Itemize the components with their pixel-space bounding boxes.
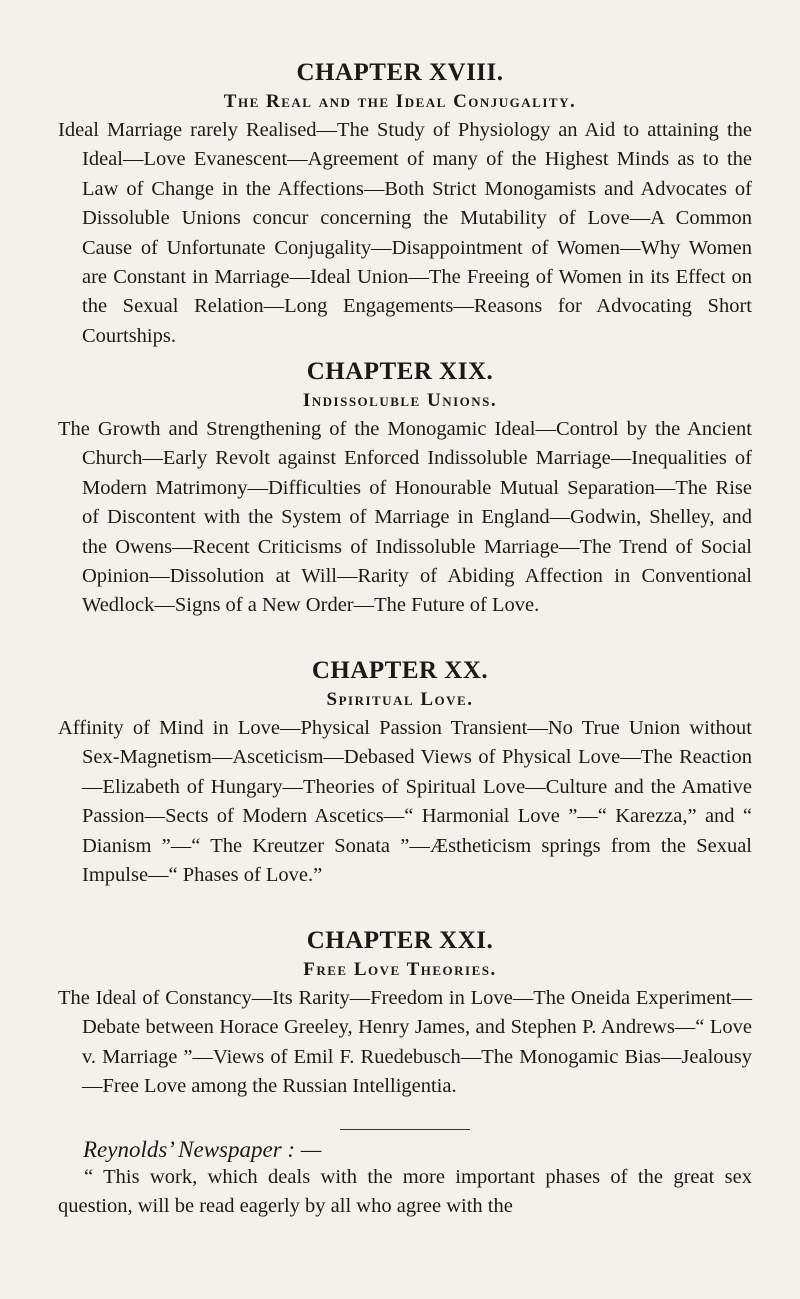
chapter-summary: Ideal Marriage rarely Realised—The Study of Physiology an Aid to attaining the Ideal—Love Evanescent—Agreement of many of the Highest Minds as to the Law of Change in the Affections—Both Strict Monogamists and Advocates of Dissoluble Unions concur concerning the Mutability of Love—A Common Cause of Unfortunate Conjugality—Disappointment of Women—Why Women are Constant in Marriage—Ideal Union—The Freeing of Women in its Effect on the Sexual Relation—Long Engagements—Reasons for Advocating Short Courtships. (58, 119, 752, 347)
chapter-heading: CHAPTER XX. (311, 657, 489, 684)
chapter-title: Spiritual Love. (326, 689, 474, 710)
chapter-title: The Real and the Ideal Conjugality. (223, 91, 577, 112)
chapter-heading: CHAPTER XIX. (306, 358, 494, 385)
chapter-21 (0, 926, 800, 1102)
chapter-20 (0, 656, 800, 890)
chapter-heading: CHAPTER XVIII. (296, 59, 504, 86)
chapter-heading: CHAPTER XXI. (306, 927, 494, 954)
chapter-summary: The Ideal of Constancy—Its Rarity—Freedom in Love—The Oneida Experiment—Debate between Horace Greeley, Henry James, and Stephen P. Andrews—“ Love v. Marriage ”—Views of Emil F. Ruedebusch—The Monogamic Bias—Jealousy—Free Love among the Russian Intelligentia. (58, 987, 752, 1098)
chapter-title: Free Love Theories. (303, 959, 497, 980)
chapter-18 (0, 58, 800, 351)
chapter-summary: The Growth and Strengthening of the Monogamic Ideal—Control by the Ancient Church—Early Revolt against Enforced Indissoluble Marriage—Inequalities of Modern Matrimony—Difficulties of Honourable Mutual Separation—The Rise of Discontent with the System of Marriage in England—Godwin, Shelley, and the Owens—Recent Criticisms of Indissoluble Marriage—The Trend of Social Opinion—Dissolution at Will—Rarity of Abiding Affection in Conventional Wedlock—Signs of a New Order—The Future of Love. (58, 418, 752, 617)
chapter-title: Indissoluble Unions. (302, 390, 498, 411)
chapter-19 (0, 357, 800, 621)
review-quote: “ This work, which deals with the more important phases of the great sex question, will be read eagerly by all who agree with the (58, 1166, 752, 1218)
chapter-summary: Affinity of Mind in Love—Physical Passion Transient—No True Union without Sex-Magnetism—Asceticism—Debased Views of Physical Love—The Reaction—Elizabeth of Hungary—Theories of Spiritual Love—Culture and the Amative Passion—Sects of Modern Ascetics—“ Harmonial Love ”—“ Karezza,” and “ Dianism ”—“ The Kreutzer Sonata ”—Æstheticism springs from the Sexual Impulse—“ Phases of Love.” (58, 717, 752, 887)
review-source: Reynolds’ Newspaper : — (83, 1137, 322, 1162)
divider-rule (340, 1129, 470, 1130)
